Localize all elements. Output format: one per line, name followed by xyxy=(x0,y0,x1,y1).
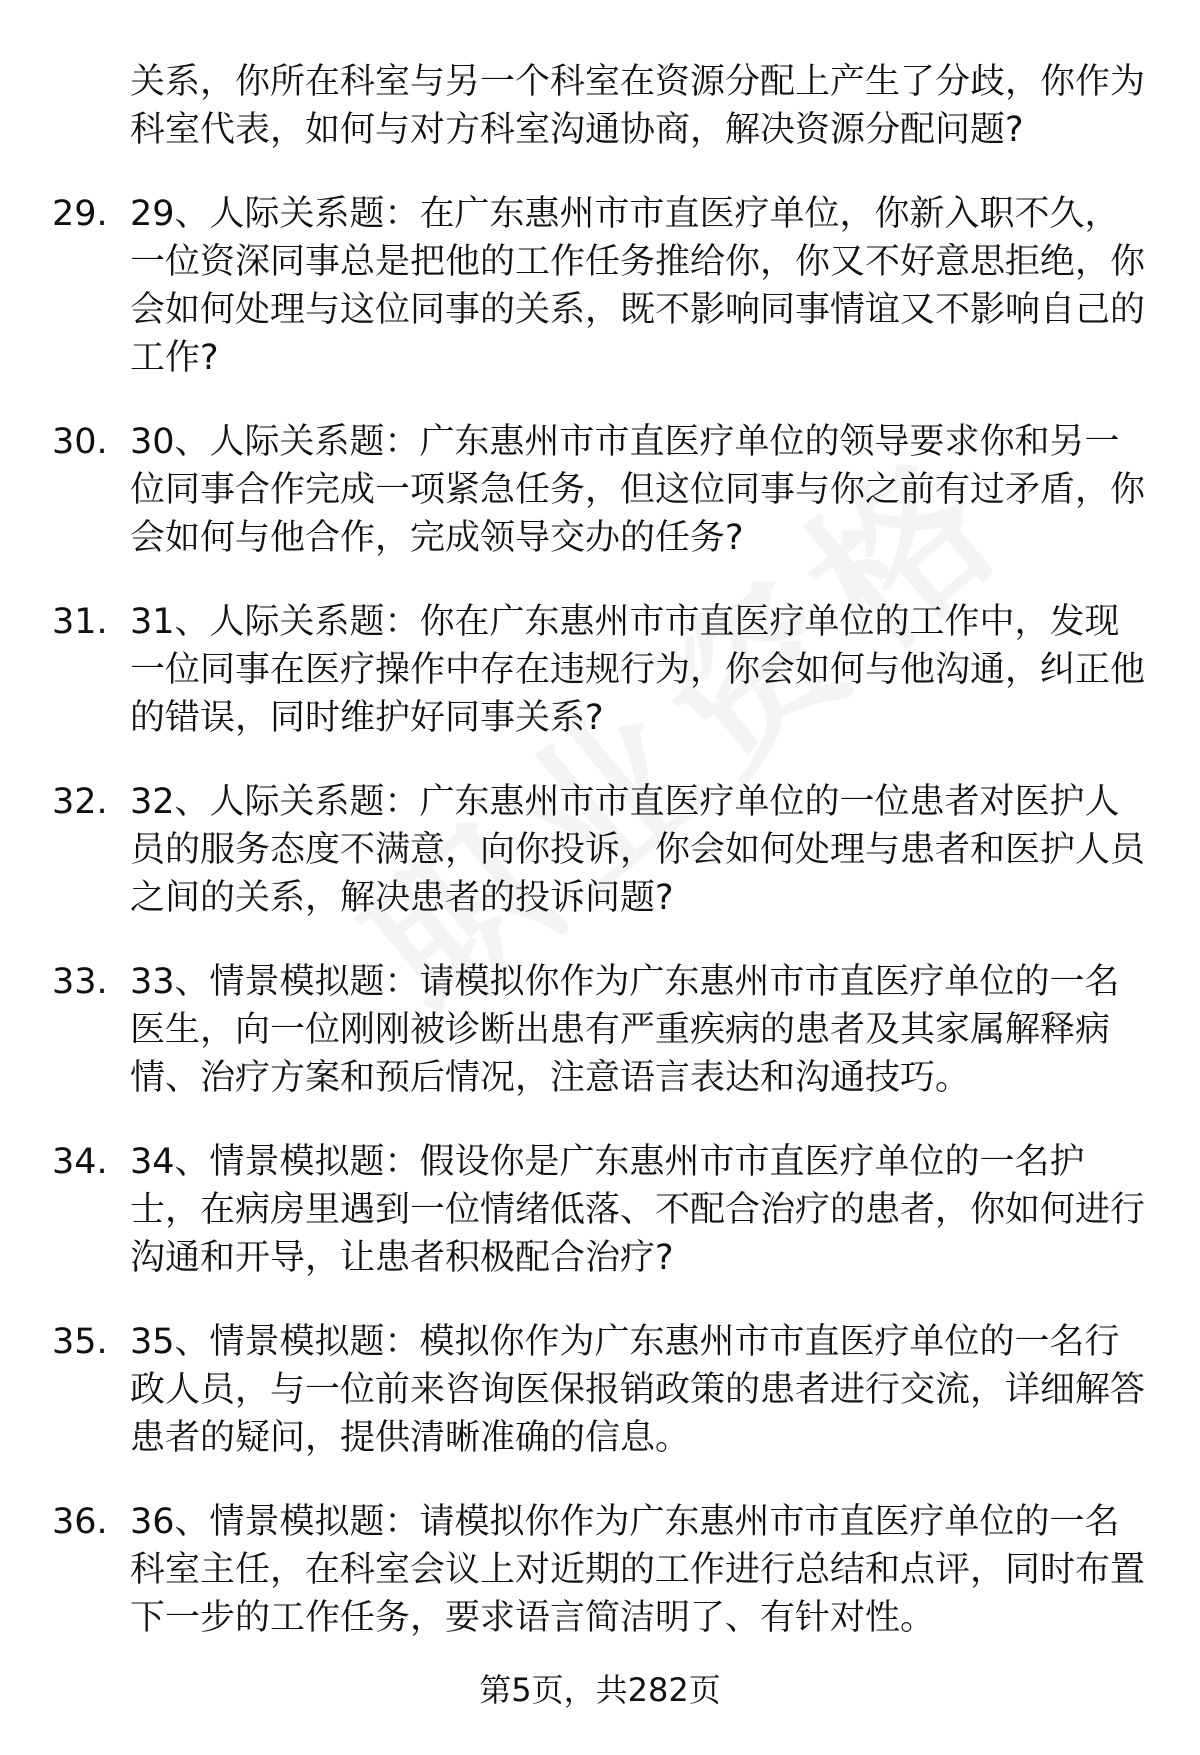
question-item-32 xyxy=(52,778,1150,922)
question-text: 35、情景模拟题：模拟你作为广东惠州市市直医疗单位的一名行政人员，与一位前来咨询医保报销政策的患者进行交流，详细解答患者的疑问，提供清晰准确的信息。 xyxy=(130,1322,1146,1458)
question-text: 36、情景模拟题：请模拟你作为广东惠州市市直医疗单位的一名科室主任，在科室会议上对近期的工作进行总结和点评，同时布置下一步的工作任务，要求语言简洁明了、有针对性。 xyxy=(130,1502,1146,1638)
question-number: 33. xyxy=(52,962,108,1002)
question-item-30 xyxy=(52,418,1150,562)
question-item-33 xyxy=(52,958,1150,1102)
question-item-34 xyxy=(52,1138,1150,1282)
question-item-35 xyxy=(52,1318,1150,1462)
question-text: 32、人际关系题：广东惠州市市直医疗单位的一位患者对医护人员的服务态度不满意，向你投诉，你会如何处理与患者和医护人员之间的关系，解决患者的投诉问题? xyxy=(130,782,1146,918)
question-number: 35. xyxy=(52,1322,108,1362)
question-number: 34. xyxy=(52,1142,108,1182)
continued-question-text: 关系，你所在科室与另一个科室在资源分配上产生了分歧，你作为科室代表，如何与对方科室沟通协商，解决资源分配问题? xyxy=(130,62,1146,150)
question-number: 29. xyxy=(52,194,108,234)
question-item-31 xyxy=(52,598,1150,742)
question-list xyxy=(0,58,1200,1678)
question-number: 36. xyxy=(52,1502,108,1542)
question-text: 34、情景模拟题：假设你是广东惠州市市直医疗单位的一名护士，在病房里遇到一位情绪低落、不配合治疗的患者，你如何进行沟通和开导，让患者积极配合治疗? xyxy=(130,1142,1146,1278)
question-text: 31、人际关系题：你在广东惠州市市直医疗单位的工作中，发现一位同事在医疗操作中存在违规行为，你会如何与他沟通，纠正他的错误，同时维护好同事关系? xyxy=(130,602,1146,738)
question-number: 31. xyxy=(52,602,108,642)
question-text: 30、人际关系题：广东惠州市市直医疗单位的领导要求你和另一位同事合作完成一项紧急任务，但这位同事与你之前有过矛盾，你会如何与他合作，完成领导交办的任务? xyxy=(130,422,1146,558)
question-number: 30. xyxy=(52,422,108,462)
question-text: 29、人际关系题：在广东惠州市市直医疗单位，你新入职不久，一位资深同事总是把他的工作任务推给你，你又不好意思拒绝，你会如何处理与这位同事的关系，既不影响同事情谊又不影响自己的工作? xyxy=(130,194,1146,378)
question-item-29 xyxy=(52,190,1150,382)
page-footer: 第5页，共282页 xyxy=(479,1671,721,1709)
question-number: 32. xyxy=(52,782,108,822)
question-text: 33、情景模拟题：请模拟你作为广东惠州市市直医疗单位的一名医生，向一位刚刚被诊断出患有严重疾病的患者及其家属解释病情、治疗方案和预后情况，注意语言表达和沟通技巧。 xyxy=(130,962,1120,1098)
question-item-36 xyxy=(52,1498,1150,1642)
